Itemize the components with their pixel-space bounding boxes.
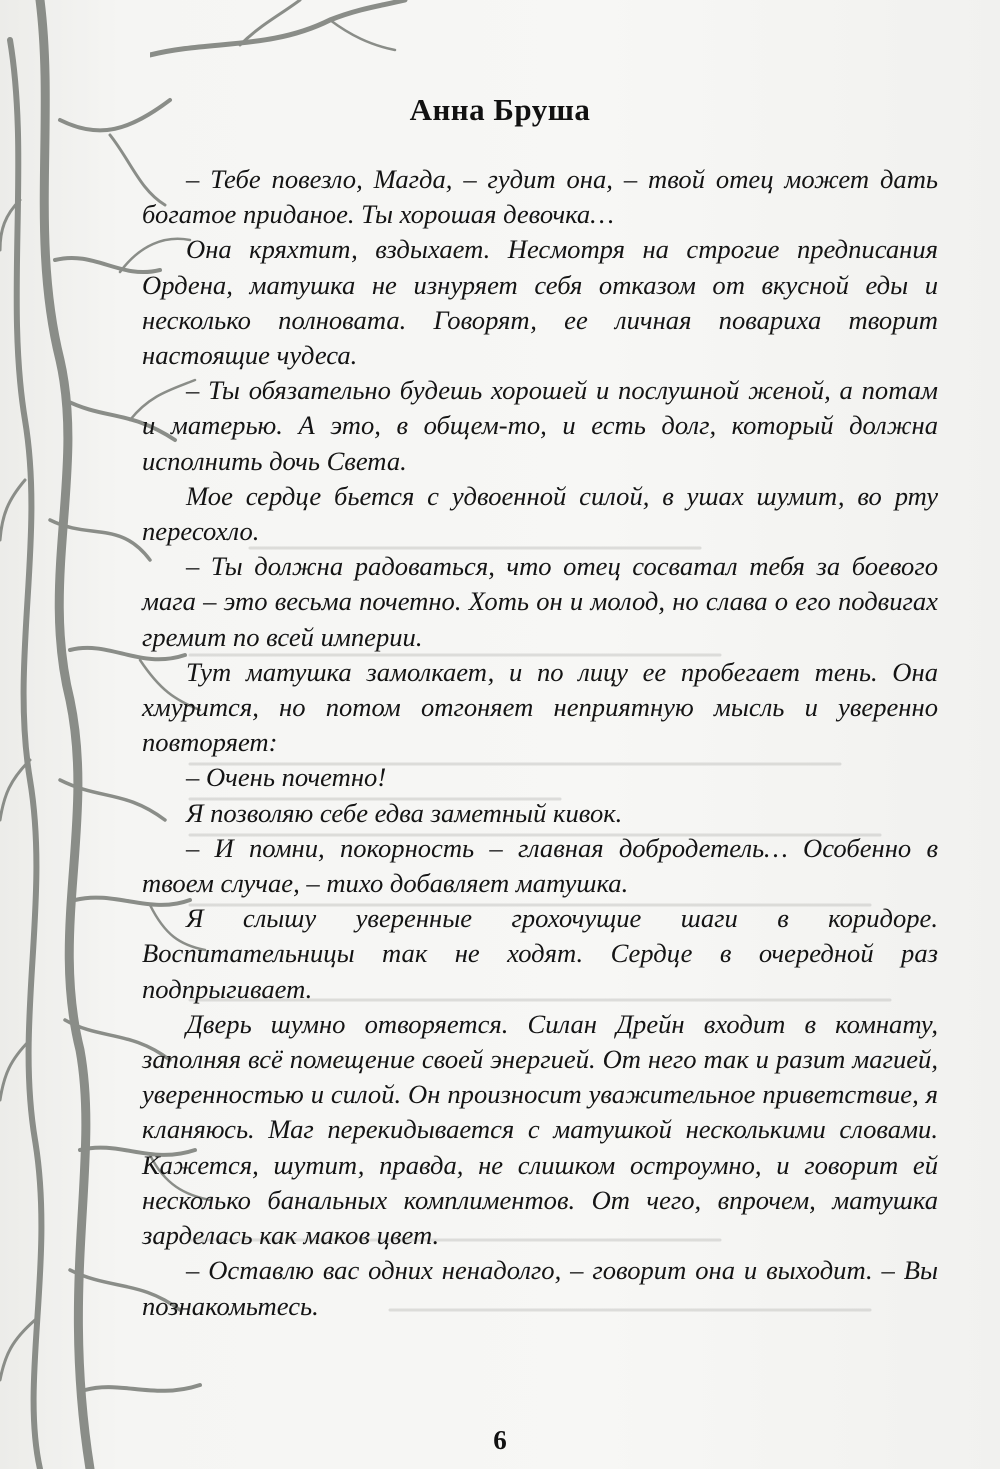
- paragraph: Тут матушка замолкает, и по лицу ее пробегает тень. Она хмурится, но потом отгоняет неприятную мысль и уверенно повторяет:: [142, 656, 938, 758]
- paragraph: – Ты обязательно будешь хорошей и послушной женой, а потам и матерью. А это, в общем-то, и есть долг, который должна исполнить дочь Света.: [142, 375, 938, 476]
- paragraph: Дверь шумно отворяется. Силан Дрейн входит в комнату, заполняя всё помещение своей энергией. От него так и разит магией, уверенностью и силой. Он произносит уважительное приветствие, я кланяюсь. Маг перекидывается с матушкой несколькими словами. Кажется, шутит, правда, не слишком остроумно, и говорит ей несколько банальных комплиментов. От чего, впрочем, матушка зарделась как маков цвет.: [142, 1008, 938, 1251]
- body-text: [142, 162, 938, 1324]
- paragraph: – Очень почетно!: [186, 762, 387, 793]
- paragraph: – И помни, покорность – главная добродетель… Особенно в твоем случае, – тихо добавляет матушка.: [142, 832, 938, 899]
- paragraph: – Тебе повезло, Магда, – гудит она, – твой отец может дать богатое приданое. Ты хорошая девочка…: [142, 164, 938, 230]
- paragraph: – Оставлю вас одних ненадолго, – говорит она и выходит. – Вы познакомьтесь.: [142, 1255, 938, 1321]
- running-header-author: Анна Бруша: [409, 92, 591, 127]
- paragraph: – Ты должна радоваться, что отец сосватал тебя за боевого мага – это весьма почетно. Хоть он и молод, но слава о его подвигах гремит по всей империи.: [142, 551, 938, 652]
- paragraph: Я слышу уверенные грохочущие шаги в коридоре. Воспитательницы так не ходят. Сердце в очередной раз подпрыгивает.: [142, 903, 938, 1004]
- paragraph: Я позволяю себе едва заметный кивок.: [186, 797, 623, 828]
- paragraph: Мое сердце бьется с удвоенной силой, в ушах шумит, во рту пересохло.: [142, 480, 938, 547]
- page-number: 6: [493, 1425, 507, 1455]
- paragraph: Она кряхтит, вздыхает. Несмотря на строгие предписания Ордена, матушка не изнуряет себя отказом от вкусной еды и несколько полновата. Говорят, ее личная повариха творит настоящие чудеса.: [142, 234, 938, 371]
